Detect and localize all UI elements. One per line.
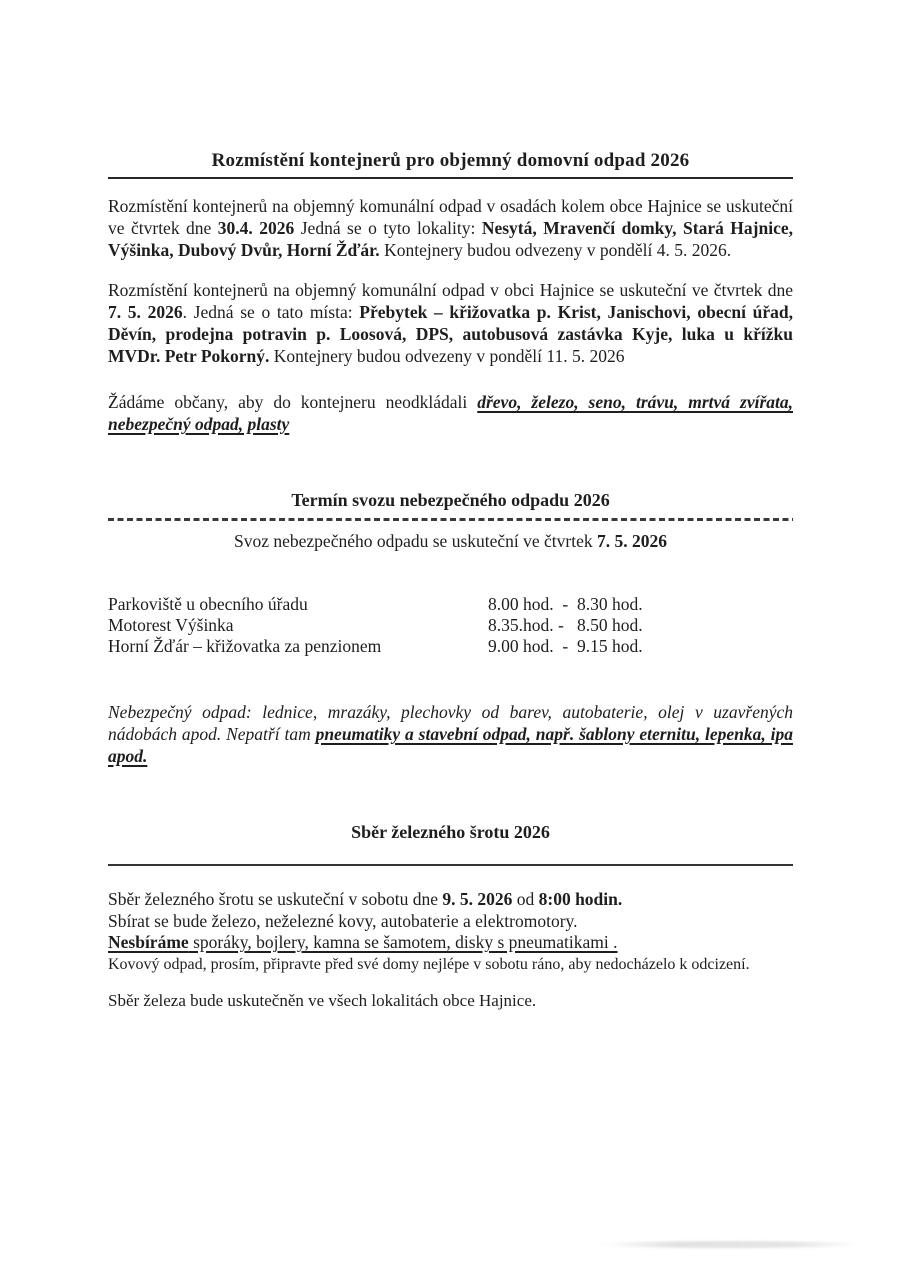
hazardous-intro-line: Svoz nebezpečného odpadu se uskuteční ve čtvrtek 7. 5. 2026 (234, 531, 667, 551)
schedule-row (108, 594, 793, 615)
schedule-time: 8.35.hod. - 8.50 hod. (488, 615, 643, 635)
schedule-time: 9.00 hod. - 9.15 hod. (488, 636, 643, 656)
schedule-location: Parkoviště u obecního úřadu (108, 594, 308, 614)
scrap-lines (108, 889, 793, 975)
paragraph-containers-osady: Rozmístění kontejnerů na objemný komunální odpad v osadách kolem obce Hajnice se uskuteční ve čtvrtek dne 30.4. 2026 Jedná se o tyto lokality: Nesytá, Mravenčí domky, Stará Hajnice, Výšinka, Dubový Dvůr, Horní Žďár. Kontejnery budou odvezeny v pondělí 4. 5. 2026. (108, 196, 793, 260)
hazardous-waste-section (108, 490, 793, 767)
scrap-line-collected: Sbírat se bude železo, neželezné kovy, autobaterie a elektromotory. (108, 910, 578, 931)
hazardous-section-heading: Termín svozu nebezpečného odpadu 2026 (291, 490, 610, 510)
schedule-location: Motorest Výšinka (108, 615, 234, 635)
hazardous-schedule-table (108, 594, 793, 657)
scrap-line-not-collected: Nesbíráme sporáky, bojlery, kamna se šamotem, disky s pneumatikami . (108, 932, 618, 952)
scrap-section-heading: Sběr železného šrotu 2026 (351, 822, 550, 842)
dashed-divider (108, 518, 793, 521)
paragraph-containers-obec: Rozmístění kontejnerů na objemný komunální odpad v obci Hajnice se uskuteční ve čtvrtek dne 7. 5. 2026. Jedná se o tato místa: Přebytek – křižovatka p. Krist, Janischovi, obecní úřad, Děvín, prodejna potravin p. Loosová, DPS, autobusová zastávka Kyje, luka u křížku MVDr. Petr Pokorný. Kontejnery budou odvezeny v pondělí 11. 5. 2026 (108, 280, 793, 366)
scrap-line-all-localities: Sběr železa bude uskutečněn ve všech lokalitách obce Hajnice. (108, 991, 537, 1010)
schedule-location: Horní Žďár – křižovatka za penzionem (108, 636, 382, 656)
paragraph-warning-items: Žádáme občany, aby do kontejneru neodkládali dřevo, železo, seno, trávu, mrtvá zvířata, nebezpečný odpad, plasty (108, 392, 793, 434)
solid-divider (108, 864, 793, 866)
hazardous-note: Nebezpečný odpad: lednice, mrazáky, plechovky od barev, autobaterie, olej v uzavřených nádobách apod. Nepatří tam pneumatiky a stavební odpad, např. šablony eternitu, lepenka, ipa apod. (108, 702, 793, 766)
scrap-metal-section (108, 822, 793, 1012)
schedule-time: 8.00 hod. - 8.30 hod. (488, 594, 643, 614)
schedule-row (108, 615, 793, 636)
title-block (108, 150, 793, 179)
scan-artifact (598, 1241, 860, 1248)
scrap-line-date: Sběr železného šrotu se uskuteční v sobotu dne 9. 5. 2026 od 8:00 hodin. (108, 889, 623, 909)
scrap-line-advice: Kovový odpad, prosím, připravte před své domy nejlépe v sobotu ráno, aby nedocházelo k odcizení. (108, 955, 750, 973)
schedule-row (108, 636, 793, 657)
document-title: Rozmístění kontejnerů pro objemný domovní odpad 2026 (211, 150, 690, 171)
